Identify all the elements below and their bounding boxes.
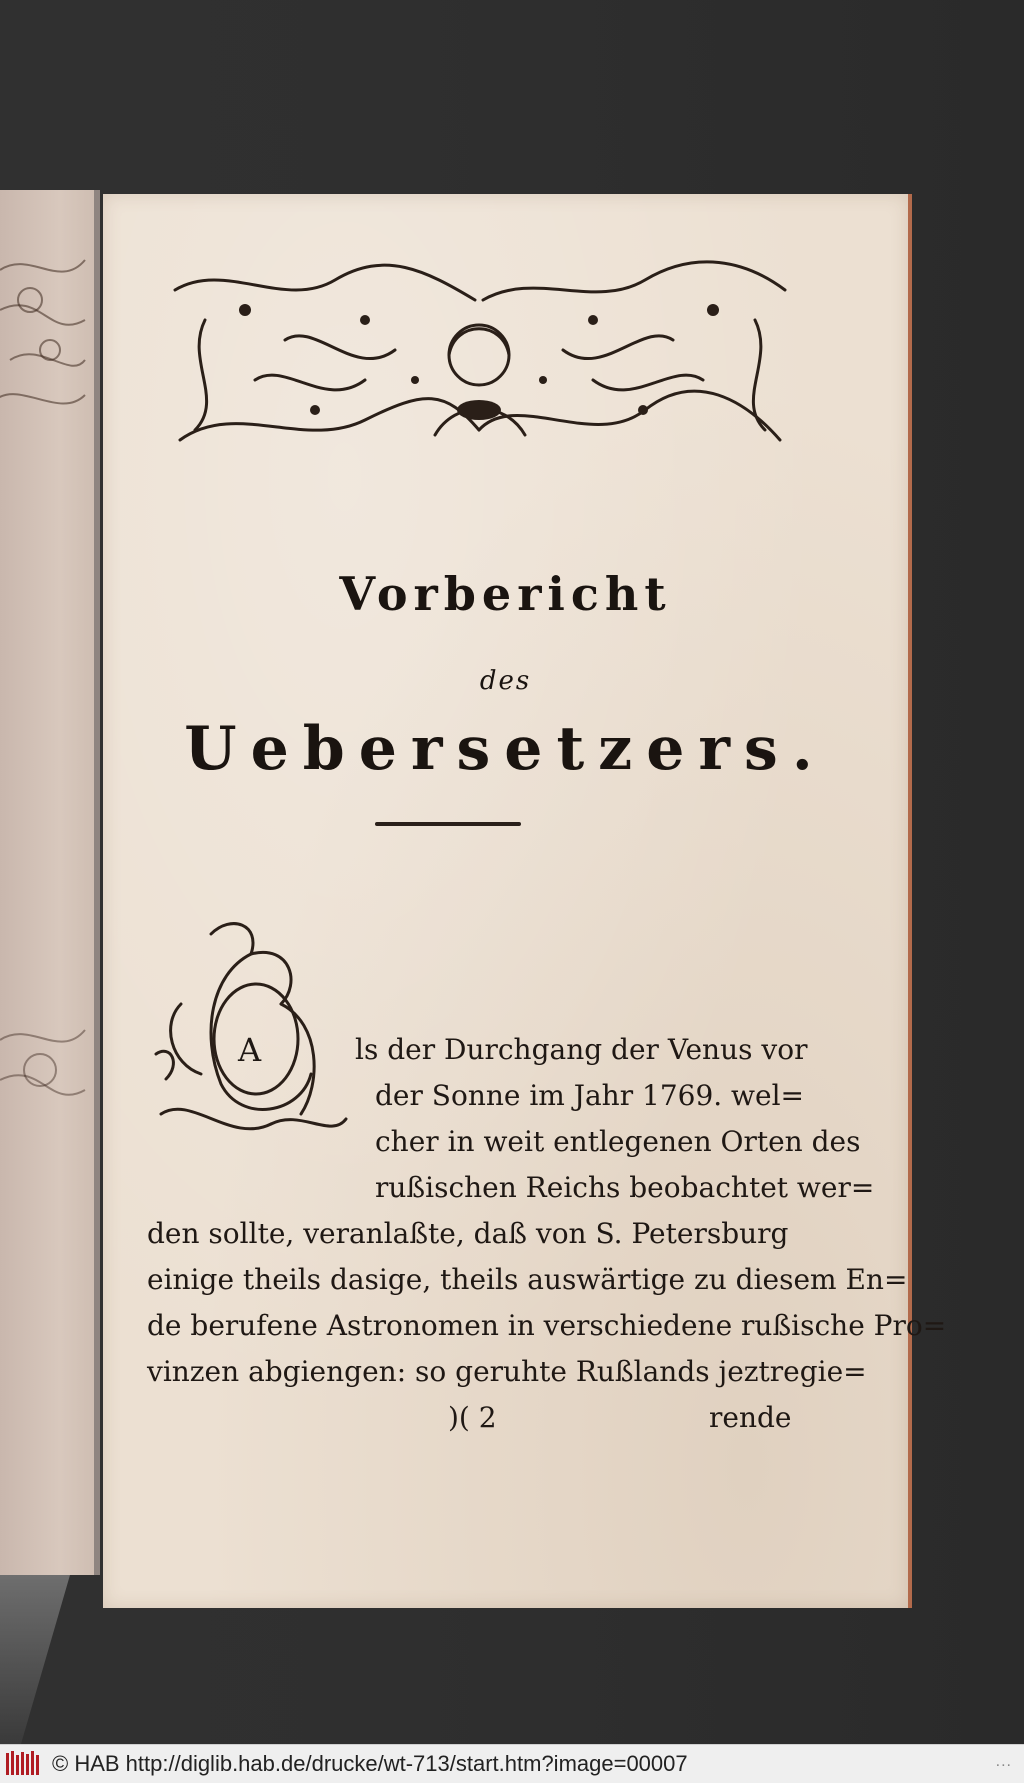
page-fold (94, 190, 100, 1575)
more-options-icon[interactable]: ... (995, 1753, 1012, 1770)
initial-letter: A (238, 1031, 262, 1069)
book-page (103, 194, 947, 1608)
page-subheading: des (479, 666, 532, 696)
text-line: cher in weit entlegenen Orten des (375, 1125, 861, 1158)
text-line: einige theils dasige, theils auswärtige zu diesem En= (147, 1263, 908, 1296)
viewer-shadow (0, 1575, 70, 1744)
page-heading: Vorbericht (339, 567, 672, 621)
catchword: rende (709, 1401, 792, 1434)
previous-page-ornament (0, 230, 90, 470)
previous-page-initial (0, 1010, 90, 1170)
text-line: rußischen Reichs beobachtet wer= (375, 1171, 875, 1204)
text-line: de berufene Astronomen in verschiedene rußische Pro= (147, 1309, 947, 1342)
hab-logo-icon[interactable] (0, 1745, 46, 1783)
page-heading-2: Uebersetzers. (184, 714, 827, 784)
text-line: den sollte, veranlaßte, daß von S. Petersburg (147, 1217, 789, 1250)
text-line: vinzen abgiengen: so geruhte Rußlands jeztregie= (147, 1355, 867, 1388)
status-bar (0, 1744, 1024, 1783)
heading-divider (375, 822, 521, 826)
signature-mark: )( 2 (448, 1401, 497, 1434)
previous-page (0, 190, 100, 1575)
copyright-url[interactable]: © HAB http://diglib.hab.de/drucke/wt-713/start.htm?image=00007 (52, 1751, 688, 1776)
text-line: ls der Durchgang der Venus vor (355, 1033, 808, 1066)
text-line: der Sonne im Jahr 1769. wel= (375, 1079, 805, 1112)
headpiece-ornament-icon (165, 260, 793, 460)
